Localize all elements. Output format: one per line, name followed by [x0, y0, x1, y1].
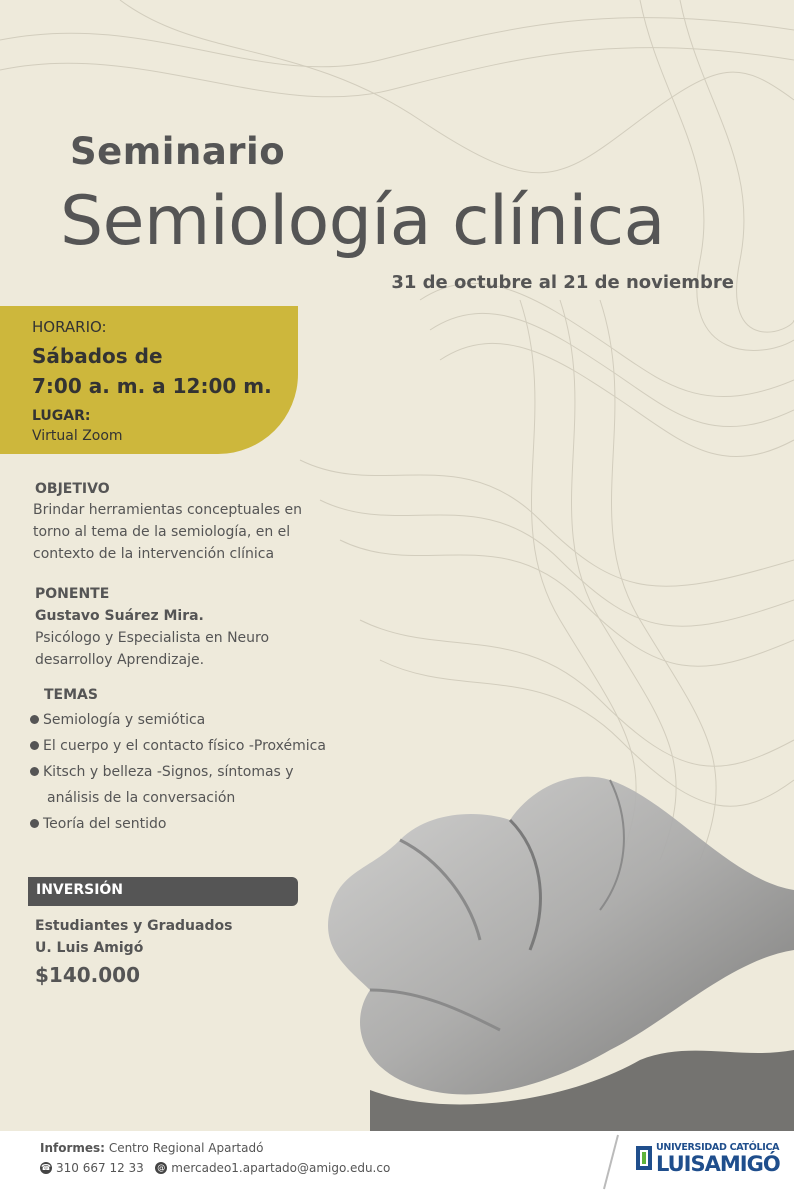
logo-university-text: UNIVERSIDAD CATÓLICA — [656, 1142, 780, 1153]
topic-item: Semiología y semiótica — [30, 712, 205, 728]
topic-item: El cuerpo y el contacto físico -Proxémica — [30, 738, 326, 754]
speaker-bio-line: desarrolloy Aprendizaje. — [35, 652, 205, 668]
info-value: Centro Regional Apartadó — [108, 1141, 264, 1155]
email-icon: @ — [157, 1162, 166, 1172]
footer-contacts — [40, 1161, 390, 1175]
bullet-icon — [30, 767, 39, 776]
investment-label: INVERSIÓN — [36, 882, 124, 898]
objective-line: torno al tema de la semiología, en el — [33, 524, 291, 540]
schedule-day: Sábados de — [32, 344, 163, 368]
phone-number: 310 667 12 33 — [56, 1161, 144, 1175]
objective-line: contexto de la intervención clínica — [33, 546, 275, 562]
objective-heading: OBJETIVO — [35, 481, 110, 497]
logo-mark-icon — [636, 1146, 652, 1170]
location-label: LUGAR: — [32, 408, 91, 424]
topic-item: Kitsch y belleza -Signos, síntomas y — [30, 764, 294, 780]
topics-heading: TEMAS — [44, 687, 98, 703]
investment-price: $140.000 — [35, 963, 141, 987]
speaker-bio-line: Psicólogo y Especialista en Neuro — [35, 630, 270, 646]
info-label: Informes: — [40, 1141, 105, 1155]
speaker-name: Gustavo Suárez Mira. — [35, 608, 204, 624]
schedule-label: HORARIO: — [32, 318, 107, 336]
footer-info — [40, 1141, 263, 1155]
university-logo — [636, 1142, 784, 1182]
schedule-box — [0, 306, 298, 454]
investment-audience: Estudiantes y Graduados — [35, 918, 233, 934]
location-value: Virtual Zoom — [32, 428, 123, 444]
logo-name-text: LUISAMIGÓ — [656, 1152, 780, 1176]
schedule-time: 7:00 a. m. a 12:00 m. — [32, 374, 272, 398]
objective-line: Brindar herramientas conceptuales en — [33, 502, 302, 518]
speaker-heading: PONENTE — [35, 586, 110, 602]
praying-hands-image — [310, 760, 794, 1131]
topic-item-continuation: análisis de la conversación — [47, 790, 236, 806]
seminar-title: Semiología clínica — [60, 182, 665, 261]
topic-item: Teoría del sentido — [30, 816, 166, 832]
investment-bar — [28, 877, 298, 906]
investment-audience: U. Luis Amigó — [35, 940, 144, 956]
bullet-icon — [30, 741, 39, 750]
bullet-icon — [30, 819, 39, 828]
seminar-dates: 31 de octubre al 21 de noviembre — [391, 272, 734, 293]
bullet-icon — [30, 715, 39, 724]
email-address[interactable]: mercadeo1.apartado@amigo.edu.co — [171, 1161, 391, 1175]
seminar-kicker: Seminario — [70, 130, 286, 173]
phone-icon: ☎ — [41, 1162, 51, 1172]
footer-divider — [600, 1133, 620, 1191]
